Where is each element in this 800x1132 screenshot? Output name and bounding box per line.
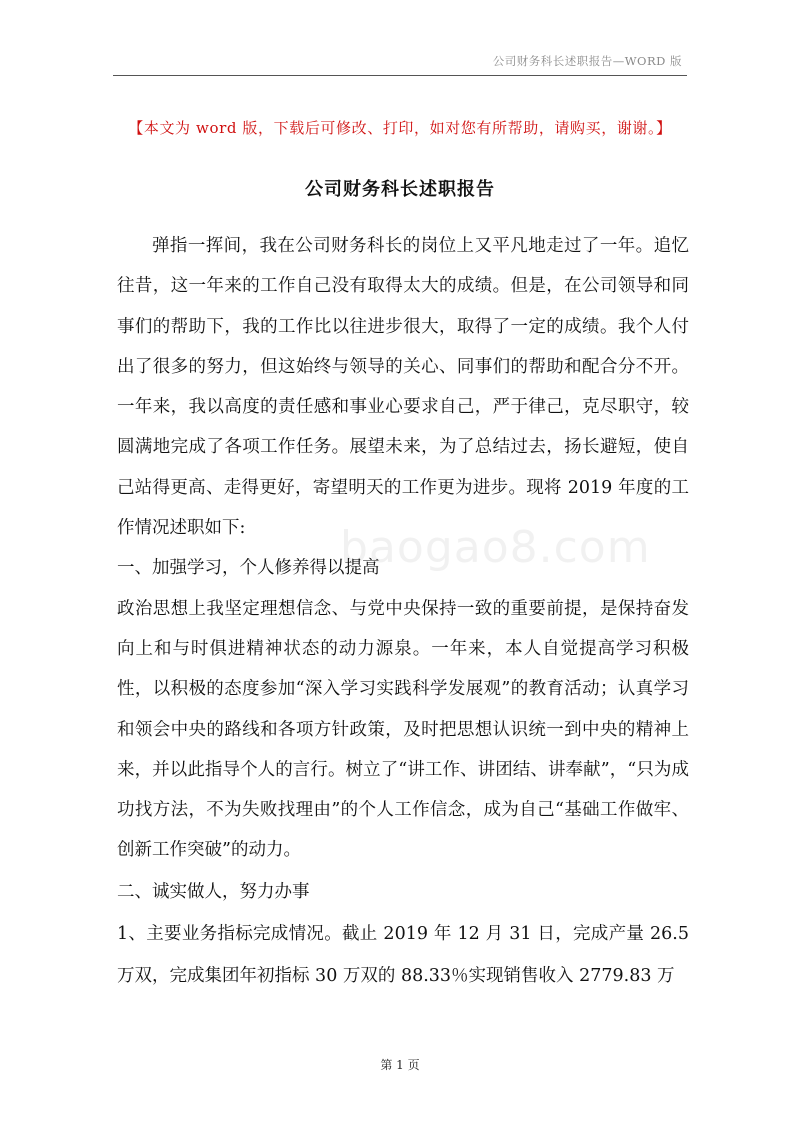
purchase-notice: 【本文为 word 版，下载后可修改、打印，如对您有所帮助，请购买，谢谢。】	[128, 119, 672, 137]
watermark: baogao8.com	[340, 522, 651, 573]
section-1-heading: 一、加强学习，个人修养得以提高	[117, 558, 380, 579]
section-2-heading: 二、诚实做人，努力办事	[117, 881, 310, 902]
section-1-paragraph: 政治思想上我坚定理想信念、与党中央保持一致的重要前提，是保持奋发向上和与时俱进精神状态的动力源泉。一年来，本人自觉提高学习积极性，以积极的态度参加“深入学习实践科学发展观”的教育活动；认真学习和领会中央的路线和各项方针政策，及时把思想认识统一到中央的精神上来，并以此指导个人的言行。树立了“讲工作、讲团结、讲奉献”，“只为成功找方法，不为失败找理由”的个人工作信念，成为自己“基础工作做牢、创新工作突破”的动力。	[117, 598, 689, 861]
document-title: 公司财务科长述职报告	[305, 179, 495, 200]
page-number: 第 1 页	[380, 1058, 420, 1072]
section-2-paragraph: 1、主要业务指标完成情况。截止 2019 年 12 月 31 日，完成产量 26.5 万双，完成集团年初指标 30 万双的 88.33％实现销售收入 2779.83 万	[117, 923, 689, 986]
document-body	[117, 226, 689, 997]
header-divider	[113, 75, 687, 76]
intro-paragraph: 弹指一挥间，我在公司财务科长的岗位上又平凡地走过了一年。追忆往昔，这一年来的工作自己没有取得太大的成绩。但是，在公司领导和同事们的帮助下，我的工作比以往进步很大，取得了一定的成绩。我个人付出了很多的努力，但这始终与领导的关心、同事们的帮助和配合分不开。一年来，我以高度的责任感和事业心要求自己，严于律己，克尽职守，较圆满地完成了各项工作任务。展望未来，为了总结过去，扬长避短，使自己站得更高、走得更好，寄望明天的工作更为进步。现将 2019 年度的工作情况述职如下:	[117, 236, 689, 539]
running-header: 公司财务科长述职报告—WORD 版	[492, 54, 682, 68]
